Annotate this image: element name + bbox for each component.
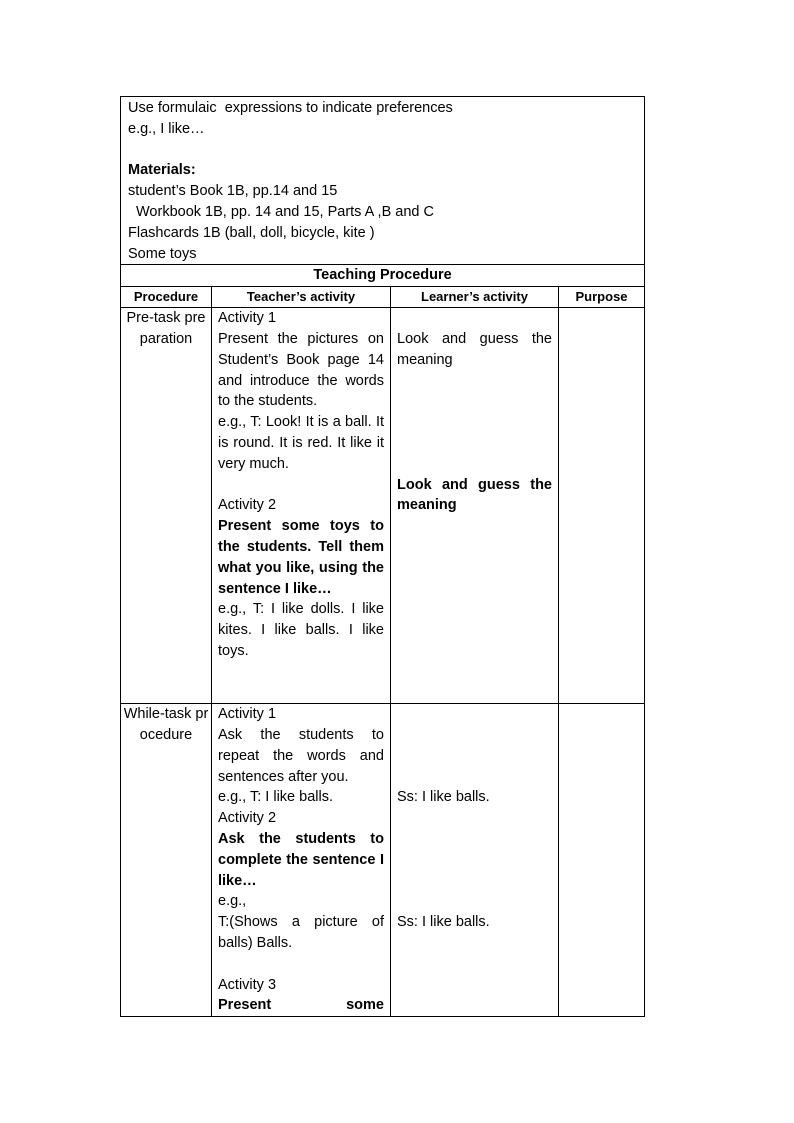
column-header-purpose: Purpose [559,287,645,308]
spacer [397,371,552,392]
spacer [397,454,552,475]
while-task-row [121,704,645,1017]
activity-example: e.g., T: Look! It is a ball. It is round. It is red. It like it very much. [218,414,384,472]
learner-activity-pre-task [391,308,559,704]
spacer [397,829,552,850]
spacer [397,891,552,912]
learner-response: Look and guess the meaning [397,476,552,514]
spacer [397,725,552,746]
activity-text: Ask the students to complete the sentence I like… [218,830,384,889]
activity-text: Present some [218,997,384,1014]
activity-title: Activity 1 [218,706,277,723]
materials-item: Workbook 1B, pp. 14 and 15, Parts A ,B and C [136,203,434,220]
activity-text: Present some toys to the students. Tell them what you like, using the sentence I like… [218,518,384,597]
activity-title: Activity 1 [218,310,277,327]
purpose-pre-task [559,308,645,704]
spacer [397,767,552,788]
objective-line: Use formulaic expressions to indicate preferences [128,100,453,116]
objective-example: e.g., I like… [128,120,205,137]
purpose-while-task [559,704,645,1017]
pre-task-row [121,308,645,704]
activity-title: Activity 2 [218,810,277,827]
learner-response: Ss: I like balls. [397,914,490,931]
spacer [397,308,552,329]
activity-example: e.g., T: I like dolls. I like kites. I like balls. I like toys. [218,601,384,659]
spacer [397,433,552,454]
materials-item: student’s Book 1B, pp.14 and 15 [128,183,338,200]
learner-response: Ss: I like balls. [397,789,490,806]
spacer [397,808,552,829]
activity-example: e.g., T: I like balls. [218,789,333,806]
activity-text: Present the pictures on Student’s Book page 14 and introduce the words to the students. [218,330,384,410]
materials-item: Flashcards 1B (ball, doll, bicycle, kite ) [128,224,375,241]
column-header-procedure: Procedure [121,287,212,308]
section-title: Teaching Procedure [121,265,645,287]
intro-row [121,97,645,265]
lesson-plan-sheet [120,96,644,1017]
materials-heading: Materials: [128,162,196,179]
spacer [218,475,384,496]
objectives-cell [121,97,645,265]
spacer [128,140,638,161]
materials-item: Some toys [128,245,197,262]
spacer [397,850,552,871]
spacer [397,871,552,892]
procedure-pre-task: Pre-task preparation [121,308,212,704]
activity-title: Activity 2 [218,497,277,514]
spacer [218,954,384,975]
column-header-learner: Learner’s activity [391,287,559,308]
activity-example-lead: e.g., [218,893,247,910]
teacher-activity-pre-task [212,308,391,704]
activity-title: Activity 3 [218,976,277,993]
spacer [397,746,552,767]
learner-activity-while-task [391,704,559,1017]
activity-text: Ask the students to repeat the words and sentences after you. [218,726,384,785]
spacer [397,412,552,433]
activity-example: T:(Shows a picture of balls) Balls. [218,914,384,951]
section-title-row [121,265,645,287]
spacer [397,704,552,725]
column-header-teacher: Teacher’s activity [212,287,391,308]
lesson-plan-table [120,96,645,1017]
learner-response: Look and guess the meaning [397,330,552,368]
teacher-activity-while-task [212,704,391,1017]
procedure-while-task: While-task procedure [121,704,212,1017]
spacer [397,391,552,412]
column-header-row [121,287,645,308]
